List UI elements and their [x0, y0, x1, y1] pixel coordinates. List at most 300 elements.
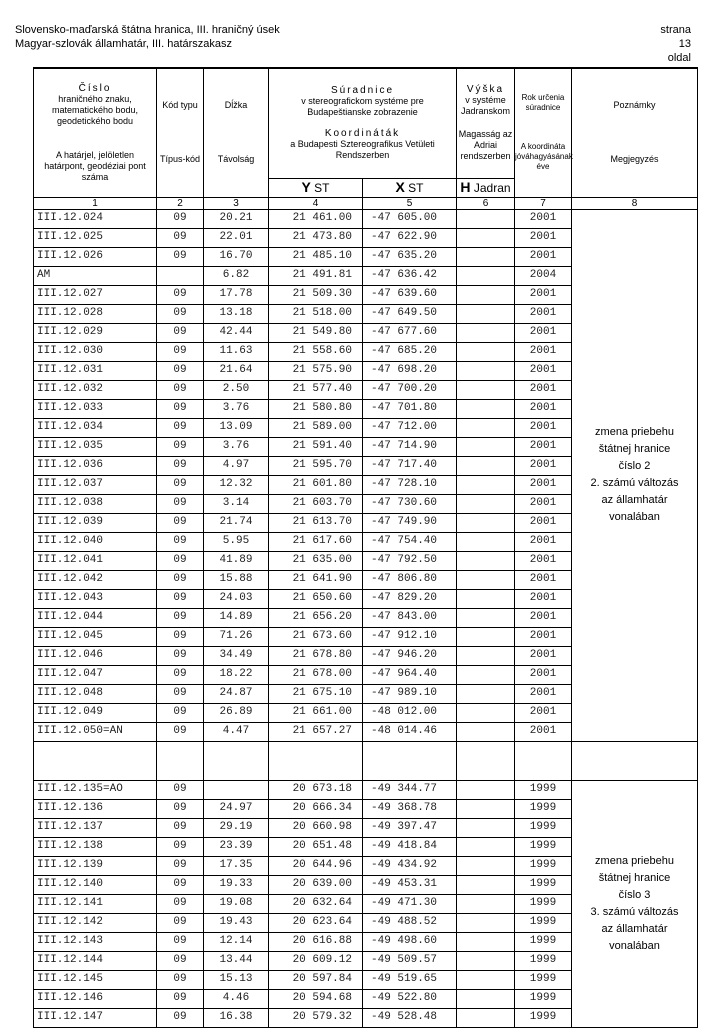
- empty-cell: [363, 741, 457, 780]
- cell-point-number: III.12.141: [34, 894, 157, 913]
- cell-point-number: III.12.147: [34, 1008, 157, 1027]
- cell-type-code: 09: [157, 799, 204, 818]
- cell-type-code: 09: [157, 589, 204, 608]
- cell-length: 23.39: [204, 837, 269, 856]
- cell-length: 12.14: [204, 932, 269, 951]
- cell-type-code: 09: [157, 913, 204, 932]
- note-line: vonalában: [609, 939, 660, 952]
- cell-height: [457, 361, 515, 380]
- cell-y: 21 491.81: [269, 266, 363, 285]
- cell-point-number: III.12.040: [34, 532, 157, 551]
- cell-x: -49 519.65: [363, 970, 457, 989]
- header-text: Rok určenia súradnice: [521, 93, 565, 113]
- cell-y: 21 589.00: [269, 418, 363, 437]
- cell-y: 20 639.00: [269, 875, 363, 894]
- cell-type-code: 09: [157, 304, 204, 323]
- page-label-hu: oldal: [667, 52, 691, 64]
- col-header-coordinates: [269, 68, 457, 178]
- cell-point-number: III.12.139: [34, 856, 157, 875]
- cell-year: 2001: [515, 323, 572, 342]
- cell-height: [457, 513, 515, 532]
- cell-x: -47 912.10: [363, 627, 457, 646]
- cell-point-number: III.12.037: [34, 475, 157, 494]
- cell-length: 29.19: [204, 818, 269, 837]
- cell-type-code: 09: [157, 684, 204, 703]
- empty-cell: [157, 741, 204, 780]
- cell-year: 2001: [515, 627, 572, 646]
- cell-height: [457, 342, 515, 361]
- cell-point-number: III.12.039: [34, 513, 157, 532]
- cell-y: 21 580.80: [269, 399, 363, 418]
- cell-length: 26.89: [204, 703, 269, 722]
- cell-x: -47 749.90: [363, 513, 457, 532]
- cell-year: 2001: [515, 304, 572, 323]
- cell-y: 21 678.00: [269, 665, 363, 684]
- cell-x: -47 639.60: [363, 285, 457, 304]
- header-text: v stereografickom systéme pre Budapeštianske zobrazenie: [301, 96, 424, 118]
- cell-year: 2001: [515, 475, 572, 494]
- cell-year: 2001: [515, 285, 572, 304]
- cell-year: 2001: [515, 399, 572, 418]
- cell-height: [457, 570, 515, 589]
- cell-type-code: 09: [157, 570, 204, 589]
- cell-x: -47 806.80: [363, 570, 457, 589]
- cell-height: [457, 247, 515, 266]
- cell-length: 21.74: [204, 513, 269, 532]
- cell-point-number: III.12.038: [34, 494, 157, 513]
- cell-height: [457, 684, 515, 703]
- cell-x: -47 701.80: [363, 399, 457, 418]
- cell-x: -47 829.20: [363, 589, 457, 608]
- cell-length: 15.13: [204, 970, 269, 989]
- cell-height: [457, 951, 515, 970]
- cell-point-number: III.12.044: [34, 608, 157, 627]
- cell-x: -49 397.47: [363, 818, 457, 837]
- column-number: 8: [572, 197, 698, 209]
- cell-y: 20 579.32: [269, 1008, 363, 1027]
- cell-point-number: III.12.050=AN: [34, 722, 157, 741]
- cell-x: -47 989.10: [363, 684, 457, 703]
- cell-length: 13.18: [204, 304, 269, 323]
- cell-x: -49 434.92: [363, 856, 457, 875]
- header-text: Výška: [466, 84, 505, 96]
- cell-length: 24.87: [204, 684, 269, 703]
- col-header-year: [515, 68, 572, 197]
- cell-year: 2001: [515, 247, 572, 266]
- empty-cell: [515, 741, 572, 780]
- cell-year: 2001: [515, 608, 572, 627]
- cell-year: 1999: [515, 837, 572, 856]
- cell-year: 2001: [515, 380, 572, 399]
- column-number: 7: [515, 197, 572, 209]
- note-line: 2. számú változás: [590, 477, 679, 489]
- cell-point-number: III.12.032: [34, 380, 157, 399]
- cell-height: [457, 209, 515, 228]
- cell-year: 2001: [515, 494, 572, 513]
- cell-point-number: III.12.138: [34, 837, 157, 856]
- cell-point-number: III.12.137: [34, 818, 157, 837]
- cell-type-code: 09: [157, 818, 204, 837]
- cell-y: 21 591.40: [269, 437, 363, 456]
- cell-year: 2001: [515, 532, 572, 551]
- cell-height: [457, 837, 515, 856]
- cell-point-number: III.12.027: [34, 285, 157, 304]
- cell-height: [457, 932, 515, 951]
- note-line: zmena priebehu: [595, 426, 674, 438]
- empty-cell: [204, 741, 269, 780]
- header-text: Súradnice: [330, 85, 395, 97]
- cell-type-code: 09: [157, 780, 204, 799]
- cell-point-number: III.12.140: [34, 875, 157, 894]
- cell-point-number: III.12.028: [34, 304, 157, 323]
- cell-y: 20 632.64: [269, 894, 363, 913]
- note-line: vonalában: [609, 511, 660, 523]
- cell-point-number: III.12.036: [34, 456, 157, 475]
- cell-height: [457, 780, 515, 799]
- cell-type-code: 09: [157, 513, 204, 532]
- col-header-height: [457, 68, 515, 178]
- cell-point-number: III.12.025: [34, 228, 157, 247]
- cell-length: 16.38: [204, 1008, 269, 1027]
- cell-year: 2001: [515, 665, 572, 684]
- note-line: zmena priebehu: [595, 854, 674, 867]
- cell-height: [457, 285, 515, 304]
- cell-type-code: 09: [157, 247, 204, 266]
- cell-year: 1999: [515, 799, 572, 818]
- cell-height: [457, 437, 515, 456]
- column-number-row: [34, 197, 698, 209]
- cell-length: 14.89: [204, 608, 269, 627]
- cell-x: -47 717.40: [363, 456, 457, 475]
- cell-point-number: III.12.143: [34, 932, 157, 951]
- cell-type-code: [157, 266, 204, 285]
- cell-length: 3.76: [204, 399, 269, 418]
- cell-height: [457, 646, 515, 665]
- cell-year: 2001: [515, 456, 572, 475]
- column-number: 3: [204, 197, 269, 209]
- cell-year: 1999: [515, 970, 572, 989]
- cell-point-number: III.12.047: [34, 665, 157, 684]
- cell-length: 34.49: [204, 646, 269, 665]
- cell-length: 19.43: [204, 913, 269, 932]
- cell-height: [457, 989, 515, 1008]
- header-text: Típus-kód: [159, 154, 201, 165]
- cell-height: [457, 627, 515, 646]
- cell-x: -47 754.40: [363, 532, 457, 551]
- document-header-right: [660, 23, 691, 65]
- cell-x: -47 728.10: [363, 475, 457, 494]
- cell-point-number: III.12.033: [34, 399, 157, 418]
- cell-type-code: 09: [157, 875, 204, 894]
- cell-type-code: 09: [157, 228, 204, 247]
- cell-length: 21.64: [204, 361, 269, 380]
- cell-height: [457, 856, 515, 875]
- cell-length: 12.32: [204, 475, 269, 494]
- header-text: A határjel, jelöletlen határpont, geodéziai pont száma: [44, 149, 146, 182]
- cell-type-code: 09: [157, 627, 204, 646]
- cell-x: -49 471.30: [363, 894, 457, 913]
- cell-type-code: 09: [157, 323, 204, 342]
- cell-y: 21 661.00: [269, 703, 363, 722]
- cell-x: -48 014.46: [363, 722, 457, 741]
- cell-point-number: III.12.045: [34, 627, 157, 646]
- cell-y: 21 518.00: [269, 304, 363, 323]
- cell-x: -47 635.20: [363, 247, 457, 266]
- cell-type-code: 09: [157, 989, 204, 1008]
- cell-length: [204, 780, 269, 799]
- cell-year: 2001: [515, 703, 572, 722]
- cell-type-code: 09: [157, 209, 204, 228]
- cell-x: -47 730.60: [363, 494, 457, 513]
- cell-length: 13.44: [204, 951, 269, 970]
- cell-length: 42.44: [204, 323, 269, 342]
- cell-x: -47 946.20: [363, 646, 457, 665]
- header-text: Távolság: [217, 154, 255, 165]
- cell-height: [457, 589, 515, 608]
- cell-y: 21 485.10: [269, 247, 363, 266]
- empty-cell: [269, 741, 363, 780]
- cell-y: 20 594.68: [269, 989, 363, 1008]
- cell-length: 16.70: [204, 247, 269, 266]
- cell-type-code: 09: [157, 1008, 204, 1027]
- cell-type-code: 09: [157, 951, 204, 970]
- cell-type-code: 09: [157, 475, 204, 494]
- cell-y: 20 644.96: [269, 856, 363, 875]
- cell-height: [457, 228, 515, 247]
- cell-year: 1999: [515, 894, 572, 913]
- page-label-sk: strana: [660, 24, 691, 36]
- cell-y: 21 641.90: [269, 570, 363, 589]
- cell-point-number: III.12.034: [34, 418, 157, 437]
- cell-type-code: 09: [157, 665, 204, 684]
- note-line: az államhatár: [601, 494, 668, 506]
- col-header-h: H Jadran: [457, 178, 515, 197]
- cell-length: 41.89: [204, 551, 269, 570]
- header-text: hraničného znaku, matematického bodu, geodetického bodu: [51, 93, 139, 126]
- cell-height: [457, 722, 515, 741]
- cell-point-number: III.12.030: [34, 342, 157, 361]
- cell-y: 21 656.20: [269, 608, 363, 627]
- cell-length: 11.63: [204, 342, 269, 361]
- cell-y: 21 617.60: [269, 532, 363, 551]
- cell-type-code: 09: [157, 646, 204, 665]
- cell-length: 71.26: [204, 627, 269, 646]
- cell-y: 21 473.80: [269, 228, 363, 247]
- cell-height: [457, 799, 515, 818]
- empty-cell: [34, 741, 157, 780]
- column-number: 2: [157, 197, 204, 209]
- cell-height: [457, 875, 515, 894]
- cell-y: 20 616.88: [269, 932, 363, 951]
- cell-y: 21 673.60: [269, 627, 363, 646]
- cell-length: 13.09: [204, 418, 269, 437]
- col-header-length: [204, 68, 269, 197]
- cell-year: 2001: [515, 437, 572, 456]
- cell-height: [457, 703, 515, 722]
- cell-height: [457, 608, 515, 627]
- cell-x: -49 488.52: [363, 913, 457, 932]
- cell-year: 2001: [515, 513, 572, 532]
- cell-year: 1999: [515, 1008, 572, 1027]
- note-line: 3. számú változás: [590, 905, 679, 918]
- cell-year: 2001: [515, 342, 572, 361]
- cell-point-number: III.12.144: [34, 951, 157, 970]
- cell-x: -47 843.00: [363, 608, 457, 627]
- header-text: Magasság az Adriai rendszerben: [458, 129, 513, 162]
- cell-point-number: AM: [34, 266, 157, 285]
- cell-height: [457, 970, 515, 989]
- column-number: 5: [363, 197, 457, 209]
- cell-height: [457, 456, 515, 475]
- cell-height: [457, 475, 515, 494]
- column-number: 1: [34, 197, 157, 209]
- cell-length: 22.01: [204, 228, 269, 247]
- cell-x: -47 685.20: [363, 342, 457, 361]
- cell-length: 2.50: [204, 380, 269, 399]
- cell-y: 20 673.18: [269, 780, 363, 799]
- cell-type-code: 09: [157, 342, 204, 361]
- table-row: [34, 209, 698, 228]
- cell-x: -49 418.84: [363, 837, 457, 856]
- cell-year: 1999: [515, 913, 572, 932]
- cell-length: 15.88: [204, 570, 269, 589]
- cell-y: 20 666.34: [269, 799, 363, 818]
- cell-point-number: III.12.031: [34, 361, 157, 380]
- cell-x: -47 700.20: [363, 380, 457, 399]
- cell-length: 3.14: [204, 494, 269, 513]
- header-text: Koordináták: [324, 128, 401, 140]
- column-number: 4: [269, 197, 363, 209]
- cell-year: 1999: [515, 875, 572, 894]
- cell-year: 1999: [515, 932, 572, 951]
- cell-length: 17.35: [204, 856, 269, 875]
- header-text: Číslo: [78, 82, 112, 94]
- cell-length: 19.08: [204, 894, 269, 913]
- cell-point-number: III.12.026: [34, 247, 157, 266]
- cell-year: 1999: [515, 989, 572, 1008]
- cell-y: 21 577.40: [269, 380, 363, 399]
- cell-point-number: III.12.046: [34, 646, 157, 665]
- cell-y: 20 623.64: [269, 913, 363, 932]
- table-body: [34, 209, 698, 1027]
- cell-point-number: III.12.035: [34, 437, 157, 456]
- cell-x: -49 368.78: [363, 799, 457, 818]
- cell-height: [457, 418, 515, 437]
- cell-type-code: 09: [157, 532, 204, 551]
- cell-note: [572, 209, 698, 741]
- cell-length: 19.33: [204, 875, 269, 894]
- header-text: v systéme Jadranskom: [460, 95, 511, 117]
- cell-year: 1999: [515, 780, 572, 799]
- document-header-left: [15, 23, 280, 51]
- col-header-x: X ST: [363, 178, 457, 197]
- cell-year: 2001: [515, 551, 572, 570]
- cell-x: -49 509.57: [363, 951, 457, 970]
- cell-y: 21 595.70: [269, 456, 363, 475]
- cell-year: 2001: [515, 646, 572, 665]
- cell-x: -49 344.77: [363, 780, 457, 799]
- cell-point-number: III.12.145: [34, 970, 157, 989]
- col-header-type-code: [157, 68, 204, 197]
- cell-type-code: 09: [157, 722, 204, 741]
- header-text: A koordináta jóváhagyásának éve: [515, 142, 573, 172]
- header-text: Poznámky: [613, 100, 656, 111]
- header-title-sk: Slovensko-maďarská štátna hranica, III. hraničný úsek: [15, 24, 280, 36]
- cell-y: 21 635.00: [269, 551, 363, 570]
- cell-y: 21 603.70: [269, 494, 363, 513]
- cell-length: 4.47: [204, 722, 269, 741]
- cell-x: -48 012.00: [363, 703, 457, 722]
- cell-point-number: III.12.043: [34, 589, 157, 608]
- header-text: Megjegyzés: [610, 154, 659, 165]
- cell-point-number: III.12.042: [34, 570, 157, 589]
- cell-y: 21 601.80: [269, 475, 363, 494]
- cell-type-code: 09: [157, 837, 204, 856]
- cell-type-code: 09: [157, 856, 204, 875]
- cell-length: 24.03: [204, 589, 269, 608]
- cell-y: 21 675.10: [269, 684, 363, 703]
- cell-x: -47 792.50: [363, 551, 457, 570]
- cell-height: [457, 399, 515, 418]
- cell-y: 21 678.80: [269, 646, 363, 665]
- cell-x: -49 498.60: [363, 932, 457, 951]
- cell-x: -47 677.60: [363, 323, 457, 342]
- cell-length: 3.76: [204, 437, 269, 456]
- cell-x: -47 605.00: [363, 209, 457, 228]
- cell-y: 21 657.27: [269, 722, 363, 741]
- empty-cell: [457, 741, 515, 780]
- cell-type-code: 09: [157, 361, 204, 380]
- cell-x: -47 712.00: [363, 418, 457, 437]
- cell-x: -49 453.31: [363, 875, 457, 894]
- cell-type-code: 09: [157, 456, 204, 475]
- cell-y: 21 650.60: [269, 589, 363, 608]
- cell-point-number: III.12.029: [34, 323, 157, 342]
- cell-x: -47 698.20: [363, 361, 457, 380]
- col-header-y: Y ST: [269, 178, 363, 197]
- cell-type-code: 09: [157, 551, 204, 570]
- page-number: 13: [678, 38, 691, 50]
- header-text: Kód typu: [162, 100, 198, 111]
- cell-y: 21 549.80: [269, 323, 363, 342]
- cell-type-code: 09: [157, 494, 204, 513]
- cell-height: [457, 532, 515, 551]
- cell-type-code: 09: [157, 970, 204, 989]
- cell-length: 4.46: [204, 989, 269, 1008]
- column-number: 6: [457, 197, 515, 209]
- cell-x: -47 964.40: [363, 665, 457, 684]
- cell-height: [457, 304, 515, 323]
- col-header-notes: [572, 68, 698, 197]
- cell-length: 18.22: [204, 665, 269, 684]
- cell-x: -49 528.48: [363, 1008, 457, 1027]
- cell-year: 2001: [515, 589, 572, 608]
- cell-year: 2004: [515, 266, 572, 285]
- header-text: a Budapesti Sztereografikus Vetületi Rendszerben: [290, 139, 435, 161]
- note-line: az államhatár: [601, 922, 668, 935]
- cell-y: 21 509.30: [269, 285, 363, 304]
- cell-height: [457, 266, 515, 285]
- section-gap-row: [34, 741, 698, 780]
- cell-height: [457, 323, 515, 342]
- cell-length: 6.82: [204, 266, 269, 285]
- cell-type-code: 09: [157, 608, 204, 627]
- empty-cell: [572, 741, 698, 780]
- cell-type-code: 09: [157, 703, 204, 722]
- cell-point-number: III.12.049: [34, 703, 157, 722]
- cell-x: -47 714.90: [363, 437, 457, 456]
- note-line: číslo 3: [618, 888, 651, 901]
